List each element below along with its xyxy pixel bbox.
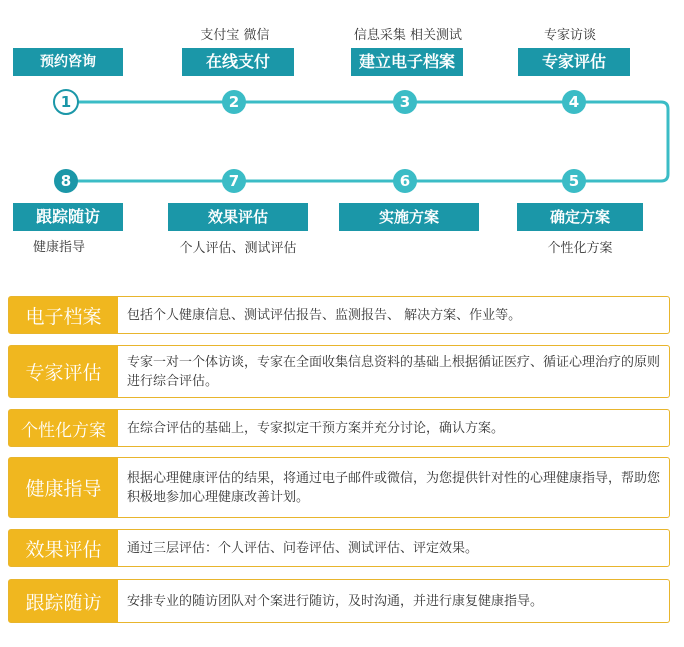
- detail-row-archive: [8, 296, 670, 334]
- step-3-number: 3: [393, 90, 417, 114]
- detail-title: 效果评估: [9, 530, 118, 566]
- detail-title: 专家评估: [9, 346, 118, 397]
- detail-row-expert-assessment: [8, 345, 670, 398]
- process-flow-diagram: [0, 0, 684, 270]
- detail-text: 在综合评估的基础上，专家拟定干预方案并充分讨论，确认方案。: [127, 420, 505, 436]
- step-2-number: 2: [222, 90, 246, 114]
- detail-title: 健康指导: [9, 458, 118, 517]
- step-1-label: 预约咨询: [13, 48, 123, 76]
- step-4-number: 4: [562, 90, 586, 114]
- detail-title: 跟踪随访: [9, 580, 118, 622]
- step-4-note: 专家访谈: [543, 28, 596, 43]
- step-7-label: 效果评估: [168, 203, 308, 231]
- step-8-note: 健康指导: [32, 240, 85, 255]
- detail-text: 专家一对一个体访谈，专家在全面收集信息资料的基础上根据循证医疗、循证心理治疗的原则进行综合评估。: [127, 354, 661, 389]
- detail-text: 包括个人健康信息、测试评估报告、监测报告、 解决方案、作业等。: [127, 307, 522, 323]
- step-8-number: 8: [54, 169, 78, 193]
- detail-row-health-guidance: [8, 457, 670, 518]
- detail-row-effect-assessment: [8, 529, 670, 567]
- step-2-note: 支付宝 微信: [200, 28, 270, 43]
- step-5-label: 确定方案: [517, 203, 643, 231]
- detail-text: 通过三层评估：个人评估、问卷评估、测试评估、评定效果。: [127, 540, 479, 556]
- detail-title: 电子档案: [9, 297, 118, 333]
- step-7-note: 个人评估、测试评估: [179, 241, 297, 256]
- detail-row-follow-up: [8, 579, 670, 623]
- step-5-number: 5: [562, 169, 586, 193]
- step-8-label: 跟踪随访: [13, 203, 123, 231]
- step-3-label: 建立电子档案: [351, 48, 463, 76]
- detail-row-personalized-plan: [8, 409, 670, 447]
- step-2-label: 在线支付: [182, 48, 294, 76]
- step-5-note: 个性化方案: [547, 241, 613, 256]
- step-3-note: 信息采集 相关测试: [353, 28, 463, 43]
- step-6-label: 实施方案: [339, 203, 479, 231]
- detail-text: 安排专业的随访团队对个案进行随访，及时沟通，并进行康复健康指导。: [127, 593, 544, 609]
- detail-title: 个性化方案: [9, 410, 118, 446]
- detail-text: 根据心理健康评估的结果，将通过电子邮件或微信，为您提供针对性的心理健康指导，帮助您积极地参加心理健康改善计划。: [127, 470, 661, 505]
- step-7-number: 7: [222, 169, 246, 193]
- step-4-label: 专家评估: [518, 48, 630, 76]
- step-6-number: 6: [393, 169, 417, 193]
- step-1-number: 1: [53, 89, 79, 115]
